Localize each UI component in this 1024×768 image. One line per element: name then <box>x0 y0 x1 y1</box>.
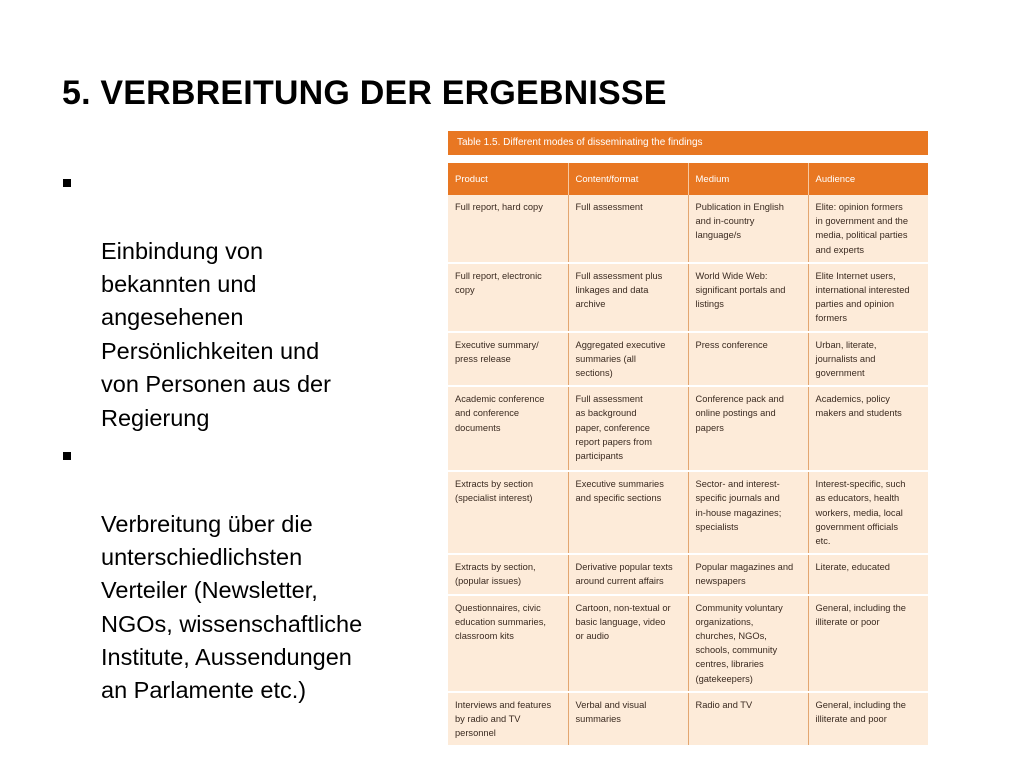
dissemination-table-figure <box>448 131 928 747</box>
table-row <box>448 471 928 554</box>
table-row <box>448 595 928 692</box>
table-row <box>448 692 928 747</box>
square-bullet-icon <box>63 452 71 460</box>
table-cell: Aggregated executive summaries (all sections) <box>568 332 688 387</box>
table-cell: Interviews and features by radio and TV personnel <box>448 692 568 747</box>
bullet-list <box>62 168 422 714</box>
table-cell: Full report, hard copy <box>448 195 568 263</box>
table-cell: Full report, electronic copy <box>448 263 568 332</box>
table-cell: Radio and TV <box>688 692 808 747</box>
bullet-text: Verbreitung über die unterschiedlichsten Verteiler (Newsletter, NGOs, wissenschaftliche Institute, Aussendungen an Parlamente etc.) <box>101 510 363 704</box>
bullet-text: Einbindung von bekannten und angesehenen Persönlichkeiten und von Personen aus der Regierung <box>101 237 331 431</box>
table-cell: Verbal and visual summaries <box>568 692 688 747</box>
table-cell: World Wide Web: significant portals and listings <box>688 263 808 332</box>
column-header-medium: Medium <box>688 163 808 195</box>
table-cell: Cartoon, non-textual or basic language, video or audio <box>568 595 688 692</box>
table-cell: Interest-specific, such as educators, health workers, media, local government officials etc. <box>808 471 928 554</box>
table-cell: Executive summary/ press release <box>448 332 568 387</box>
table-cell: Full assessment plus linkages and data archive <box>568 263 688 332</box>
table-cell: General, including the illiterate or poor <box>808 595 928 692</box>
table-caption: Table 1.5. Different modes of disseminating the findings <box>448 131 928 155</box>
table-row <box>448 195 928 263</box>
table-row <box>448 263 928 332</box>
table-cell: Sector- and interest- specific journals and in-house magazines; specialists <box>688 471 808 554</box>
table-cell: General, including the illiterate and poor <box>808 692 928 747</box>
table-cell: Extracts by section (specialist interest) <box>448 471 568 554</box>
table-row <box>448 386 928 471</box>
column-header-content-format: Content/format <box>568 163 688 195</box>
table-cell: Community voluntary organizations, churches, NGOs, schools, community centres, libraries (gatekeepers) <box>688 595 808 692</box>
square-bullet-icon <box>63 179 71 187</box>
table-cell: Urban, literate, journalists and government <box>808 332 928 387</box>
dissemination-table <box>448 163 928 747</box>
table-cell: Derivative popular texts around current affairs <box>568 554 688 594</box>
table-cell: Executive summaries and specific sections <box>568 471 688 554</box>
table-cell: Extracts by section, (popular issues) <box>448 554 568 594</box>
table-cell: Full assessment as background paper, conference report papers from participants <box>568 386 688 471</box>
slide-title: 5. VERBREITUNG DER ERGEBNISSE <box>62 74 667 112</box>
table-row <box>448 554 928 594</box>
table-cell: Conference pack and online postings and papers <box>688 386 808 471</box>
table-cell: Full assessment <box>568 195 688 263</box>
table-cell: Press conference <box>688 332 808 387</box>
bullet-item <box>62 441 422 708</box>
table-cell: Academics, policy makers and students <box>808 386 928 471</box>
table-row <box>448 332 928 387</box>
table-cell: Elite: opinion formers in government and the media, political parties and experts <box>808 195 928 263</box>
table-cell: Questionnaires, civic education summaries, classroom kits <box>448 595 568 692</box>
column-header-product: Product <box>448 163 568 195</box>
table-cell: Popular magazines and newspapers <box>688 554 808 594</box>
table-header-row <box>448 163 928 195</box>
table-cell: Literate, educated <box>808 554 928 594</box>
column-header-audience: Audience <box>808 163 928 195</box>
table-cell: Elite Internet users, international interested parties and opinion formers <box>808 263 928 332</box>
table-cell: Academic conference and conference documents <box>448 386 568 471</box>
table-cell: Publication in English and in-country language/s <box>688 195 808 263</box>
bullet-item <box>62 168 422 435</box>
